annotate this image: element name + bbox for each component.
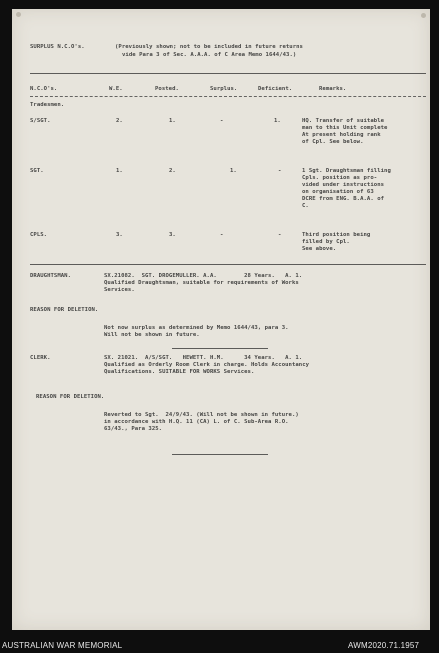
document-page <box>12 9 430 630</box>
row-remark-line: C. <box>302 203 309 209</box>
row-surplus: 1. <box>230 168 237 174</box>
reason-line: Reverted to Sgt. 24/9/43. (Will not be shown in future.) <box>104 412 299 418</box>
accession-number: AWM2020.71.1957 <box>348 641 420 650</box>
reason-label: REASON FOR DELETION. <box>36 394 105 400</box>
draughtsman-line: Services. <box>104 287 135 293</box>
clerk-line: SX. 21021. A/S/SGT. HEWETT. H.M. 34 Years. A. 1. <box>104 355 303 361</box>
row-we: 2. <box>116 118 123 124</box>
row-rank: CPLS. <box>30 232 48 238</box>
draughtsman-line: Qualified Draughtsman, suitable for requirements of Works <box>104 280 299 286</box>
row-we: 1. <box>116 168 123 174</box>
row-remark-line: HQ. Transfer of suitable <box>302 118 385 124</box>
col-header-deficient: Deficient. <box>258 86 293 92</box>
row-remark-line: vided under instructions <box>302 182 385 188</box>
section-rule <box>30 264 426 265</box>
row-deficient: - <box>278 232 282 238</box>
row-rank: S/SGT. <box>30 118 51 124</box>
row-remark-line: See above. <box>302 246 337 252</box>
clerk-label: CLERK. <box>30 355 51 361</box>
row-deficient: 1. <box>274 118 281 124</box>
reason-line: in accordance with H.Q. 11 (CA) L. of C. Sub-Area R.O. <box>104 419 289 425</box>
col-header-ncos: N.C.O's. <box>30 86 58 92</box>
clerk-line: Qualified as Orderly Room Clerk in charge. Holds Accountancy <box>104 362 310 368</box>
col-header-surplus: Surplus. <box>210 86 238 92</box>
clerk-line: Qualifications. SUITABLE FOR WORKS Services. <box>104 369 255 375</box>
row-rank: SGT. <box>30 168 44 174</box>
row-deficient: - <box>278 168 282 174</box>
row-posted: 1. <box>169 118 176 124</box>
row-we: 3. <box>116 232 123 238</box>
punch-hole <box>421 13 426 18</box>
row-remark-line: of Cpl. See below. <box>302 139 364 145</box>
end-rule <box>172 454 268 455</box>
reason-label: REASON FOR DELETION. <box>30 307 99 313</box>
punch-hole <box>16 12 21 17</box>
draughtsman-label: DRAUGHTSMAN. <box>30 273 72 279</box>
col-header-posted: Posted. <box>155 86 179 92</box>
document-title: SURPLUS N.C.O's. <box>30 44 85 50</box>
row-remark-line: man to this Unit complete <box>302 125 388 131</box>
row-posted: 2. <box>169 168 176 174</box>
header-rule <box>30 73 426 74</box>
col-header-we: W.E. <box>109 86 123 92</box>
reason-line: Not now surplus as determined by Memo 1644/43, para 3. <box>104 325 289 331</box>
row-remark-line: Third position being <box>302 232 371 238</box>
draughtsman-line: SX.21082. SGT. DROGEMULLER. A.A. 28 Years. A. 1. <box>104 273 303 279</box>
row-posted: 3. <box>169 232 176 238</box>
row-remark-line: DCRE from ENG. B.A.A. of <box>302 196 385 202</box>
col-header-remarks: Remarks. <box>319 86 347 92</box>
title-note: (Previously shown; not to be included in future returns <box>115 44 303 50</box>
title-note-2: vide Para 3 of Sec. A.A.A. of C Area Memo 1644/43.) <box>122 52 297 58</box>
row-remark-line: 1 Sgt. Draughtsman filling <box>302 168 391 174</box>
source-caption: AUSTRALIAN WAR MEMORIAL <box>2 641 123 650</box>
column-rule <box>30 96 426 97</box>
row-remark-line: on organisation of 63 <box>302 189 374 195</box>
reason-line: 63/43., Para 325. <box>104 426 163 432</box>
row-remark-line: Cpls. position as pro- <box>302 175 378 181</box>
divider <box>172 348 268 349</box>
section-label: Tradesmen. <box>30 102 65 108</box>
row-surplus: - <box>220 232 224 238</box>
reason-line: Will not be shown in future. <box>104 332 200 338</box>
row-remark-line: filled by Cpl. <box>302 239 350 245</box>
row-surplus: - <box>220 118 224 124</box>
row-remark-line: At present holding rank <box>302 132 381 138</box>
